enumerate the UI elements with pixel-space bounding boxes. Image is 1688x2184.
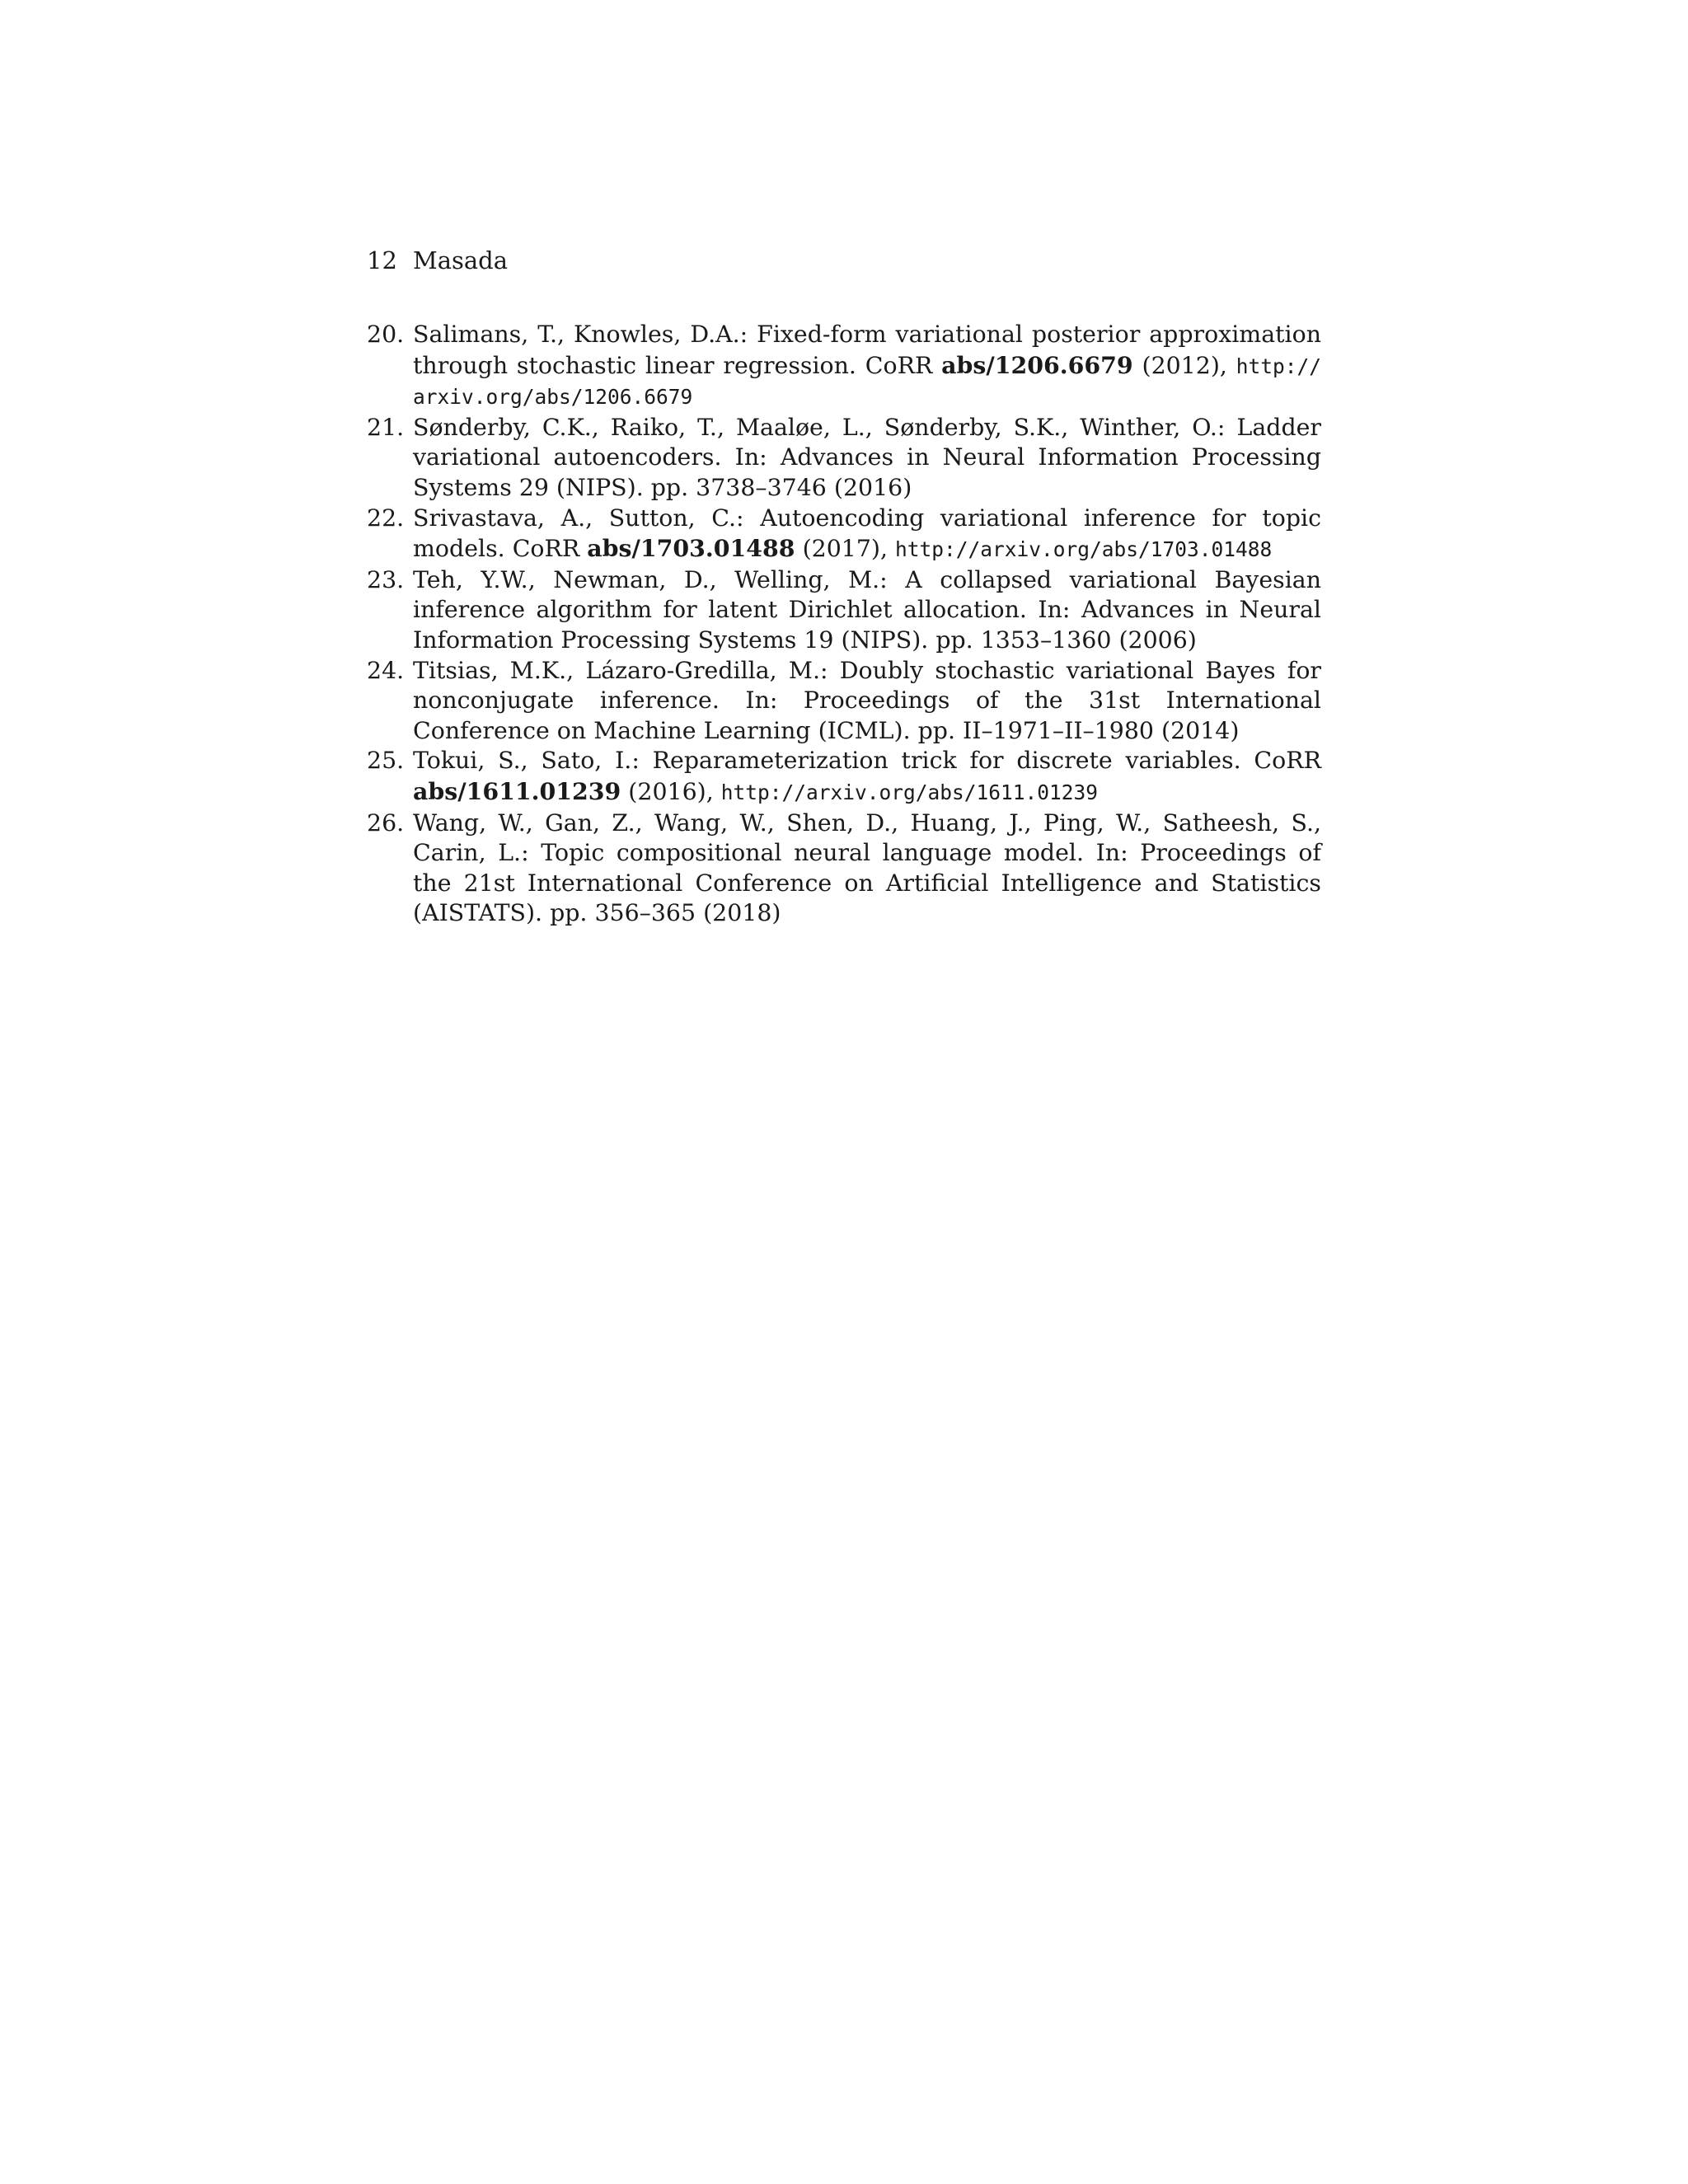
reference-volume: abs/1206.6679 [941,350,1133,379]
running-head-author: Masada [413,246,509,274]
reference-number: 22. [367,504,405,532]
reference-number: 25. [367,747,405,775]
reference-text-segment: Srivastava, A., Sutton, C.: Autoencoding variational inference for topic models. CoRR [413,504,1321,563]
reference-volume: abs/1703.01488 [587,534,795,563]
reference-number: 26. [367,808,405,837]
reference-item [367,413,1321,504]
reference-item [367,808,1321,929]
reference-text-segment: Teh, Y.W., Newman, D., Welling, M.: A collapsed variational Bayesian inference algorithm for latent Dirichlet allocation. In: Advances in Neural Information Processing Systems 19 (NIPS). pp. 1353–1360 (2006) [413,565,1321,654]
reference-item [367,565,1321,656]
reference-text [413,808,1321,929]
reference-list [367,320,1321,929]
page [367,246,1321,929]
reference-text [413,504,1321,565]
reference-text-segment: Wang, W., Gan, Z., Wang, W., Shen, D., Huang, J., Ping, W., Satheesh, S., Carin, L.: Topic compositional neural language model. In: Proceedings of the 21st International Conference on Artificial Intelligence and Statistics (AISTATS). pp. 356–365 (2018) [413,808,1321,927]
reference-text-segment: Tokui, S., Sato, I.: Reparameterization trick for discrete variables. CoRR [413,747,1321,775]
reference-volume: abs/1611.01239 [413,776,621,805]
reference-item [367,656,1321,747]
reference-text-segment: (2016), [621,777,721,805]
reference-item [367,504,1321,565]
reference-text [413,413,1321,504]
reference-number: 24. [367,656,405,684]
reference-item [367,320,1321,413]
page-number: 12 [367,246,397,274]
reference-text-segment: (2012), [1132,351,1236,379]
reference-text-segment: Salimans, T., Knowles, D.A.: Fixed-form variational posterior approximation through stochastic linear regression. CoRR [413,321,1321,379]
running-head [367,246,1321,279]
reference-text-segment: Sønderby, C.K., Raiko, T., Maaløe, L., Sønderby, S.K., Winther, O.: Ladder variational autoencoders. In: Advances in Neural Information Processing Systems 29 (NIPS). pp. 3738–3746 (2016) [413,413,1321,501]
reference-url-link[interactable]: http://arxiv.org/abs/1206.6679 [413,354,1322,410]
reference-item [367,746,1321,808]
reference-text [413,565,1321,656]
reference-text [413,320,1321,413]
reference-text [413,656,1321,747]
reference-url-link[interactable]: http://arxiv.org/abs/1611.01239 [720,780,1099,804]
reference-number: 21. [367,413,405,441]
reference-text-segment: Titsias, M.K., Lázaro-Gredilla, M.: Doubly stochastic variational Bayes for nonconjugate inference. In: Proceedings of the 31st International Conference on Machine Learning (ICML). pp. II–1971–II–1980 (2014) [413,656,1321,744]
reference-number: 23. [367,565,405,593]
reference-text-segment: (2017), [795,535,896,563]
reference-text [413,746,1321,808]
reference-number: 20. [367,321,405,348]
reference-url-link[interactable]: http://arxiv.org/abs/1703.01488 [895,537,1273,562]
